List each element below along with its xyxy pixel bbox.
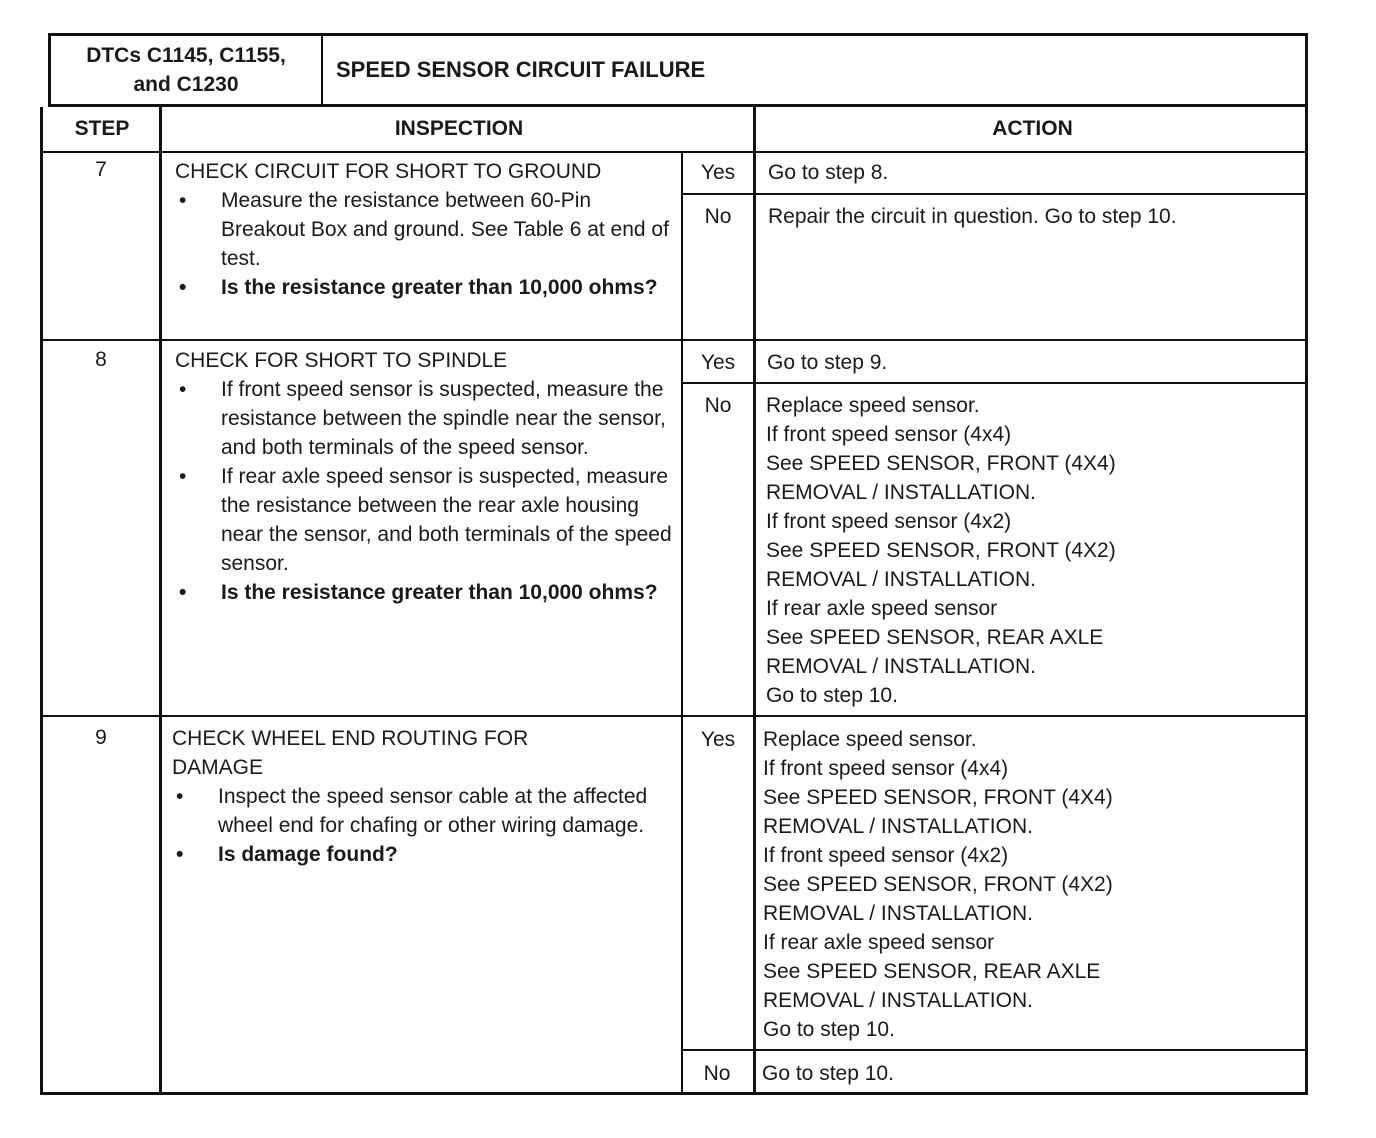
action-line: See SPEED SENSOR, FRONT (4X4) <box>766 452 1116 475</box>
inspection-text <box>175 346 675 607</box>
inspection-question: • Is the resistance greater than 10,000 ohms? <box>175 578 675 607</box>
column-divider <box>753 107 756 1095</box>
row-divider <box>43 339 1308 341</box>
check-title: CHECK CIRCUIT FOR SHORT TO GROUND <box>175 160 602 183</box>
no-action <box>762 1059 1297 1088</box>
no-label: No <box>704 394 732 417</box>
action-line: REMOVAL / INSTALLATION. <box>763 989 1033 1012</box>
no-label: No <box>703 1062 731 1085</box>
action-line: Go to step 10. <box>766 684 898 707</box>
action-line: Go to step 9. <box>767 351 888 374</box>
yes-action <box>767 348 1297 377</box>
action-line: If front speed sensor (4x4) <box>763 757 1009 780</box>
action-line: Go to step 10. <box>763 1018 895 1041</box>
dtc-codes <box>51 36 323 104</box>
row-divider <box>43 151 1308 153</box>
action-line: Replace speed sensor. <box>763 728 977 751</box>
check-title: CHECK WHEEL END ROUTING FOR <box>172 727 529 750</box>
action-line: REMOVAL / INSTALLATION. <box>766 481 1036 504</box>
column-header-step: STEP <box>74 117 130 140</box>
inspection-text <box>175 157 675 302</box>
no-label: No <box>704 205 732 228</box>
yes-label: Yes <box>700 351 736 374</box>
inspection-bullet: • Measure the resistance between 60-Pin Breakout Box and ground. See Table 6 at end of test. <box>175 186 675 273</box>
yes-no-divider <box>683 193 1308 195</box>
table-header <box>48 33 1308 107</box>
action-line: See SPEED SENSOR, REAR AXLE <box>766 626 1104 649</box>
inspection-bullet: • Inspect the speed sensor cable at the affected wheel end for chafing or other wiring damage. <box>172 782 677 840</box>
yes-action <box>763 725 1298 1044</box>
yes-no-divider <box>683 1049 1308 1051</box>
yes-label: Yes <box>700 161 736 184</box>
table-title: SPEED SENSOR CIRCUIT FAILURE <box>336 57 706 82</box>
step-number: 7 <box>95 158 107 181</box>
action-line: REMOVAL / INSTALLATION. <box>763 815 1033 838</box>
step-number: 9 <box>95 726 107 749</box>
action-line: If front speed sensor (4x4) <box>766 423 1012 446</box>
dtc-line: DTCs C1145, C1155, <box>86 44 286 67</box>
action-line: If front speed sensor (4x2) <box>763 844 1009 867</box>
action-line: If rear axle speed sensor <box>763 931 995 954</box>
diagnostic-table <box>40 33 1308 1095</box>
yes-no-divider <box>683 382 1308 384</box>
yes-action <box>768 158 1298 187</box>
action-line: Go to step 10. <box>762 1062 894 1085</box>
row-divider <box>43 715 1308 717</box>
inspection-bullet: • If rear axle speed sensor is suspected, measure the resistance between the rear axle housing near the sensor, and both terminals of the speed sensor. <box>175 462 675 578</box>
steps-grid <box>40 107 1308 1095</box>
action-line: If rear axle speed sensor <box>766 597 998 620</box>
inspection-question: • Is the resistance greater than 10,000 ohms? <box>175 273 675 302</box>
inspection-question: • Is damage found? <box>172 840 677 869</box>
column-header-action: ACTION <box>992 117 1073 140</box>
step-number: 8 <box>95 348 107 371</box>
action-line: REMOVAL / INSTALLATION. <box>766 655 1036 678</box>
yes-label: Yes <box>700 728 736 751</box>
action-line: REMOVAL / INSTALLATION. <box>763 902 1033 925</box>
action-line: See SPEED SENSOR, REAR AXLE <box>763 960 1101 983</box>
action-line: Replace speed sensor. <box>766 394 980 417</box>
column-divider <box>681 151 683 1095</box>
column-divider <box>159 107 162 1095</box>
action-line: REMOVAL / INSTALLATION. <box>766 568 1036 591</box>
check-title: CHECK FOR SHORT TO SPINDLE <box>175 349 508 372</box>
column-header-inspection: INSPECTION <box>394 117 524 140</box>
action-line: Repair the circuit in question. Go to step 10. <box>768 205 1177 228</box>
action-line: Go to step 8. <box>768 161 889 184</box>
inspection-bullet: • If front speed sensor is suspected, measure the resistance between the spindle near the sensor, and both terminals of the speed sensor. <box>175 375 675 462</box>
check-title: DAMAGE <box>172 756 264 779</box>
action-line: See SPEED SENSOR, FRONT (4X4) <box>763 786 1113 809</box>
action-line: See SPEED SENSOR, FRONT (4X2) <box>766 539 1116 562</box>
no-action <box>768 202 1298 231</box>
action-line: If front speed sensor (4x2) <box>766 510 1012 533</box>
inspection-text <box>172 724 677 869</box>
action-line: See SPEED SENSOR, FRONT (4X2) <box>763 873 1113 896</box>
no-action <box>766 391 1296 710</box>
dtc-line: and C1230 <box>133 73 239 96</box>
